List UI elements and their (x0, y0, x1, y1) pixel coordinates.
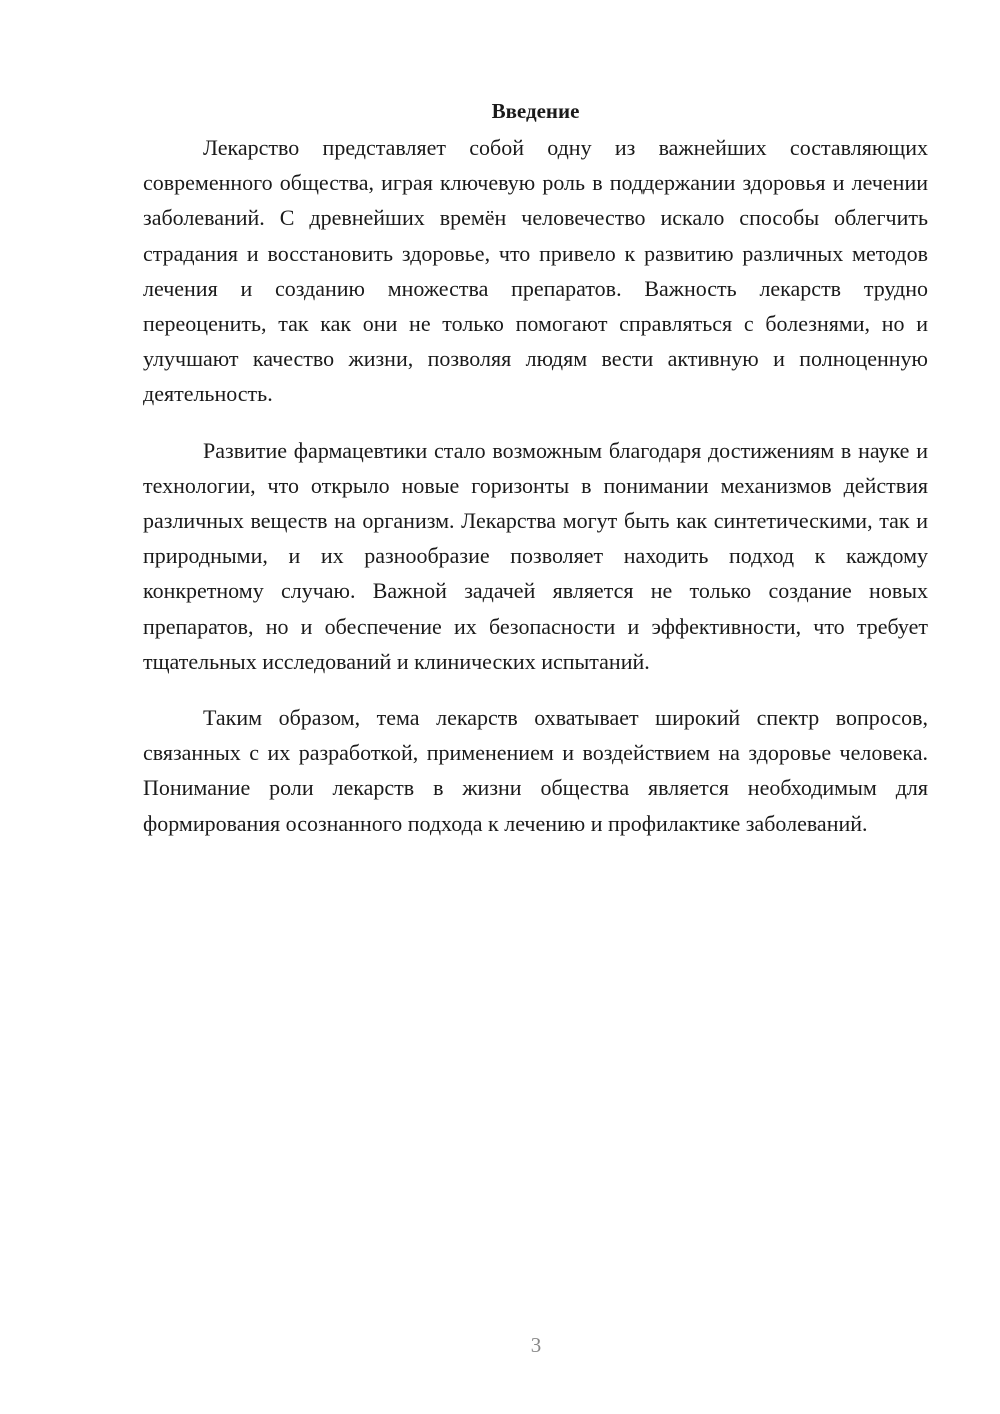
page-number: 3 (530, 1333, 542, 1357)
paragraph-2: Развитие фармацевтики стало возможным благодаря достижениям в науке и технологии, что открыло новые горизонты в понимании механизмов действия различных веществ на организм. Лекарства могут быть как синтетическими, так и природными, и их разнообразие позволяет находить подход к каждому конкретному случаю. Важной задачей является не только создание новых препаратов, но и обеспечение их безопасности и эффективности, что требует тщательных исследований и клинических испытаний. (143, 437, 928, 674)
paragraph-1: Лекарство представляет собой одну из важнейших составляющих современного общества, играя ключевую роль в поддержании здоровья и лечении заболеваний. С древнейших времён человечество искало способы облегчить страдания и восстановить здоровье, что привело к развитию различных методов лечения и созданию множества препаратов. Важность лекарств трудно переоценить, так как они не только помогают справляться с болезнями, но и улучшают качество жизни, позволяя людям вести активную и полноценную деятельность. (143, 135, 928, 407)
section-heading: Введение (491, 99, 580, 123)
paragraph-3: Таким образом, тема лекарств охватывает широкий спектр вопросов, связанных с их разработкой, применением и воздействием на здоровье человека. Понимание роли лекарств в жизни общества является необходимым для формирования осознанного подхода к лечению и профилактике заболеваний. (143, 705, 928, 836)
page-content (143, 96, 928, 862)
